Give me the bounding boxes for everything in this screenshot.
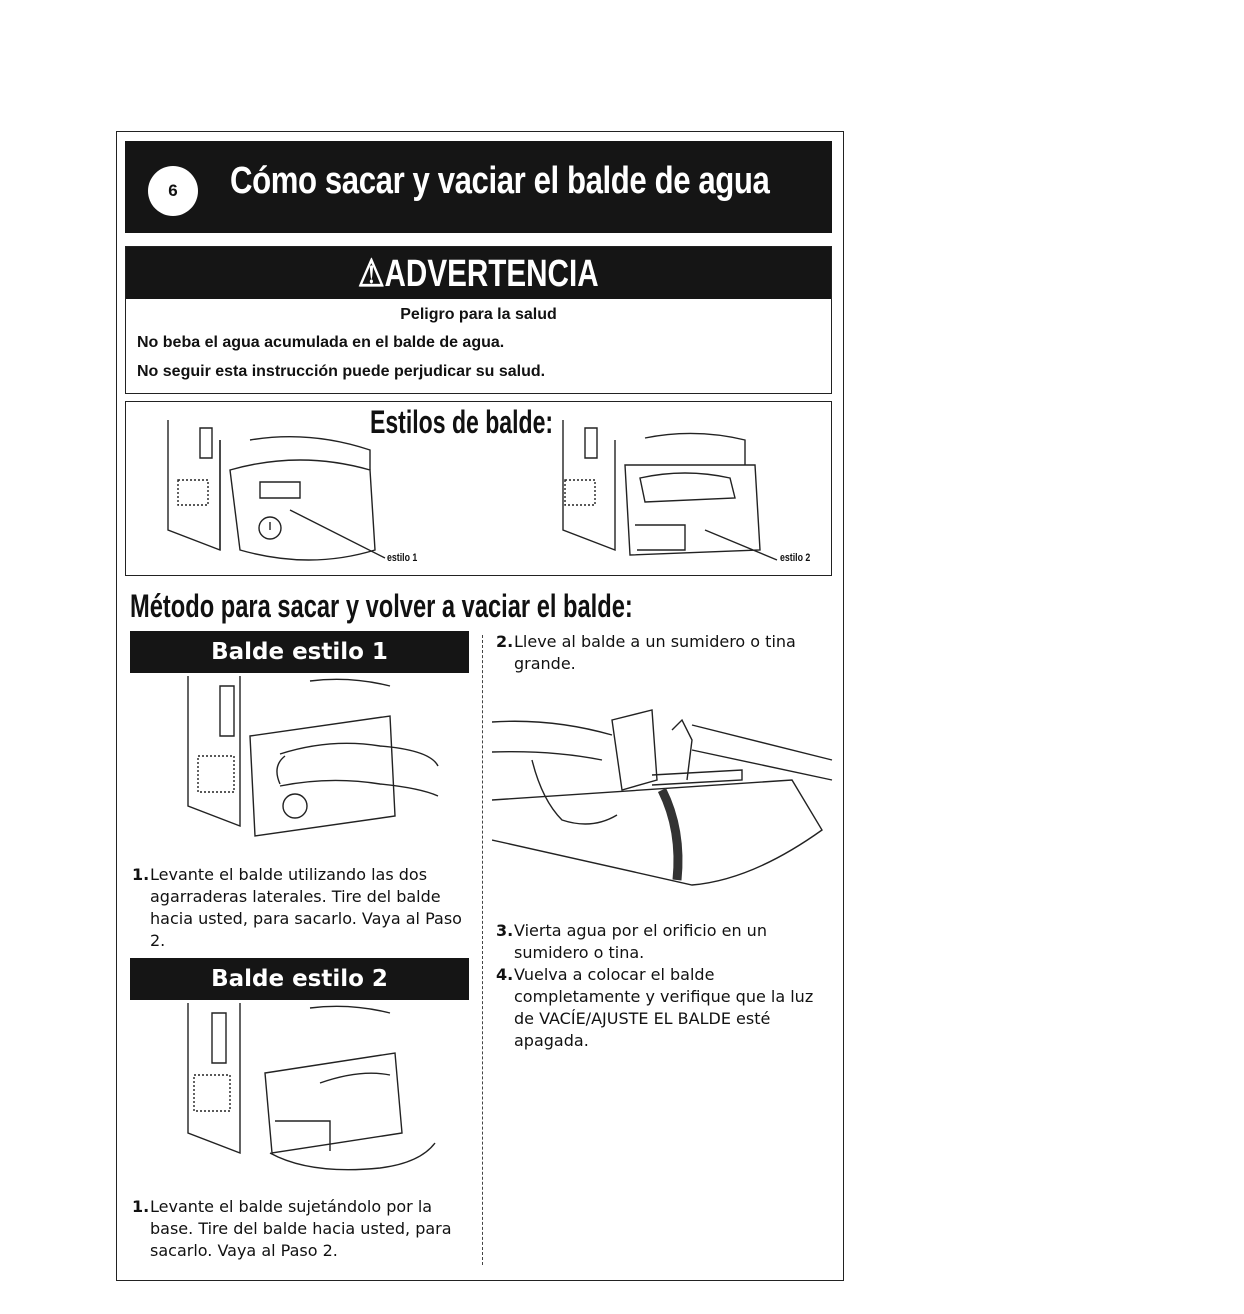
- style-1-removal-illustration: [180, 676, 440, 846]
- sink-pouring-illustration: [492, 680, 837, 890]
- warning-title-text: ADVERTENCIA: [384, 252, 599, 295]
- column-divider: [482, 635, 483, 1265]
- warning-line-1: No beba el agua acumulada en el balde de agua.: [137, 334, 505, 351]
- bucket-style-2-illustration: [555, 410, 785, 570]
- method-title: Método para sacar y volver a vaciar el balde:: [130, 588, 633, 624]
- style-1-step-text: Levante el balde utilizando las dos agarraderas laterales. Tire del balde hacia usted, para sacarlo. Vaya al Paso 2.: [150, 865, 462, 950]
- bucket-style-1-illustration: [160, 410, 400, 570]
- style-1-step-number: 1.: [132, 865, 150, 884]
- bucket-styles-title: Estilos de balde:: [370, 404, 554, 440]
- warning-line-2: No seguir esta instrucción puede perjudicar su salud.: [137, 363, 546, 380]
- step-2-instruction: [496, 631, 816, 675]
- style-1-header: Balde estilo 1: [130, 631, 469, 673]
- step-3-text: Vierta agua por el orificio en un sumidero o tina.: [514, 921, 767, 962]
- style-2-step-number: 1.: [132, 1197, 150, 1216]
- warning-title: [126, 247, 831, 299]
- style-2-instruction: [132, 1196, 462, 1262]
- page-title: Cómo sacar y vaciar el balde de agua: [230, 160, 770, 202]
- style-2-header: Balde estilo 2: [130, 958, 469, 1000]
- style-2-step-text: Levante el balde sujetándolo por la base. Tire del balde hacia usted, para sacarlo. Vaya al Paso 2.: [150, 1197, 452, 1260]
- style-1-instruction: [132, 864, 462, 952]
- step-2-number: 2.: [496, 632, 514, 651]
- step-3-instruction: [496, 920, 816, 964]
- step-2-text: Lleve al balde a un sumidero o tina grande.: [514, 632, 796, 673]
- warning-triangle-icon: ⚠: [358, 252, 385, 295]
- style-2-removal-illustration: [180, 1003, 440, 1183]
- step-4-instruction: [496, 964, 816, 1052]
- bucket-style-2-label: estilo 2: [780, 552, 811, 564]
- warning-subtitle: Peligro para la salud: [400, 306, 557, 323]
- bucket-style-1-label: estilo 1: [387, 552, 418, 564]
- step-4-number: 4.: [496, 965, 514, 984]
- step-number-badge: 6: [148, 166, 198, 216]
- step-3-number: 3.: [496, 921, 514, 940]
- step-4-text: Vuelva a colocar el balde completamente y verifique que la luz de VACÍE/AJUSTE EL BALDE esté apagada.: [514, 965, 814, 1050]
